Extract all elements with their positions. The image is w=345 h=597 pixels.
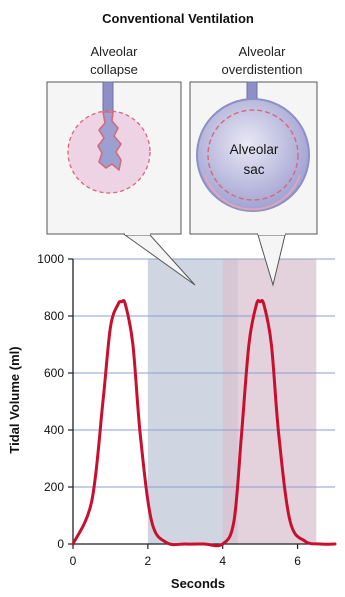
x-tick-label-0: 0 [69, 554, 77, 568]
x-tick-label-4: 4 [219, 554, 227, 568]
x-tick-label-2: 2 [144, 554, 152, 568]
shaded-regions [148, 259, 316, 544]
sac-label-line1: Alveolar [229, 142, 279, 157]
y-tick-label-800: 800 [43, 309, 64, 323]
x-axis-title: Seconds [170, 576, 226, 591]
figure-title: Conventional Ventilation [102, 11, 254, 26]
sac-label-line2: sac [243, 162, 265, 177]
collapse-label-line2: collapse [90, 62, 138, 77]
overdistention-callout [190, 44, 317, 285]
y-tick-label-0: 0 [57, 537, 64, 551]
collapse-callout [47, 44, 195, 285]
overdistention-label-line1: Alveolar [238, 44, 286, 59]
y-tick-label-1000: 1000 [37, 252, 64, 266]
y-tick-label-200: 200 [43, 480, 64, 494]
y-tick-label-600: 600 [43, 366, 64, 380]
collapse-label-line1: Alveolar [90, 44, 138, 59]
collapse-airway [103, 82, 113, 114]
x-tick-label-6: 6 [294, 554, 301, 568]
y-tick-label-400: 400 [43, 423, 64, 437]
y-axis-title: Tidal Volume (ml) [7, 346, 22, 454]
overdistention-label-line2: overdistention [221, 62, 303, 77]
